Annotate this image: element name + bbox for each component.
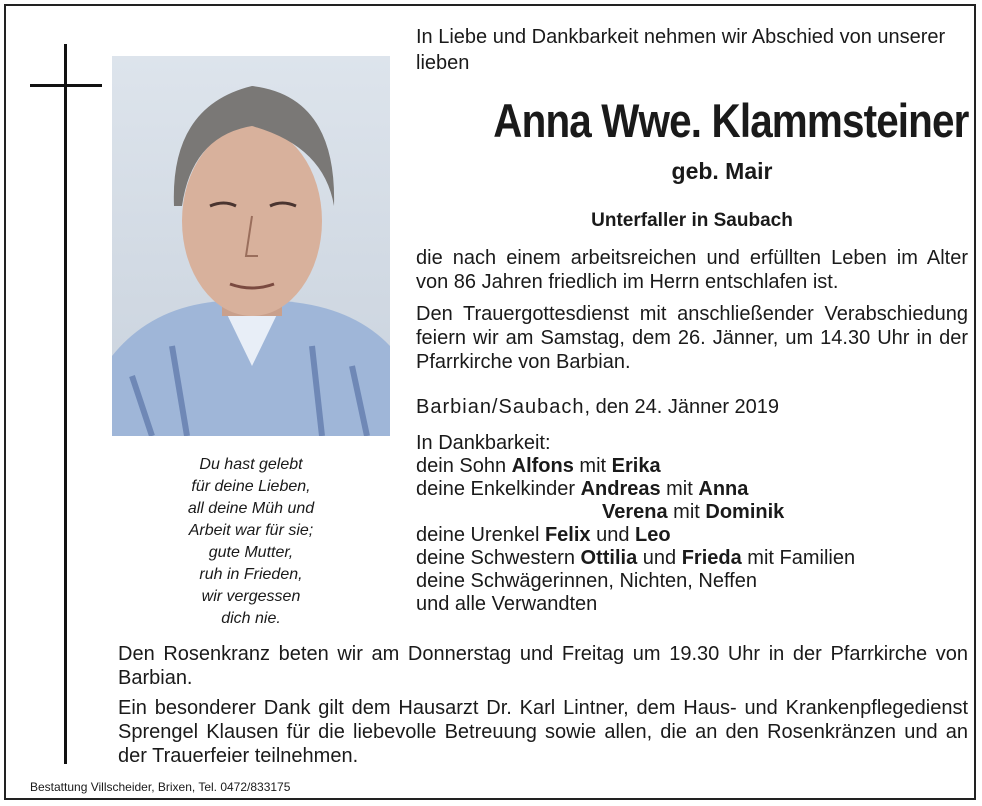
poem-line: für deine Lieben, xyxy=(191,478,311,495)
relative-name: Leo xyxy=(635,524,671,546)
deceased-name: Anna Wwe. Klammsteiner xyxy=(493,94,969,147)
intro-text: In Liebe und Dankbarkeit nehmen wir Abschied von unserer lieben xyxy=(416,26,946,74)
text: mit xyxy=(667,501,706,523)
date: , den 24. Jänner 2019 xyxy=(584,396,780,418)
text: und xyxy=(637,547,682,569)
poem-line: dich nie. xyxy=(221,610,281,627)
poem-line: all deine Müh und xyxy=(187,500,315,517)
relative-name: Erika xyxy=(611,455,661,477)
relative-name: Alfons xyxy=(511,455,574,477)
text: mit xyxy=(660,478,699,500)
cross-vertical-bar xyxy=(64,44,67,764)
poem-line: ruh in Frieden, xyxy=(199,566,303,583)
poem-line: gute Mutter, xyxy=(208,544,294,561)
place: Barbian/Saubach xyxy=(416,396,585,418)
family-line xyxy=(416,501,968,524)
family-list xyxy=(416,432,968,616)
relative-name: Andreas xyxy=(580,478,661,500)
family-heading: In Dankbarkeit: xyxy=(416,432,551,454)
relative-name: Verena xyxy=(602,501,668,523)
poem xyxy=(112,454,390,630)
obituary-notice xyxy=(4,4,976,800)
relative-name: Frieda xyxy=(681,547,742,569)
poem-line: wir vergessen xyxy=(201,588,301,605)
cross-horizontal-bar xyxy=(30,84,102,87)
relative-name: Felix xyxy=(544,524,591,546)
text: deine Schwestern xyxy=(416,547,581,569)
text: mit xyxy=(573,455,612,477)
relative-name: Ottilia xyxy=(580,547,638,569)
relative-name: Dominik xyxy=(705,501,785,523)
place-date-line xyxy=(416,396,968,419)
service-paragraph: Den Trauergottesdienst mit anschließender Verabschiedung feiern wir am Samstag, dem 26. Jänner, um 14.30 Uhr in der Pfarrkirche von Barbian. xyxy=(416,303,968,373)
family-line xyxy=(416,455,968,478)
family-line: und alle Verwandten xyxy=(416,593,598,615)
farm-name: Unterfaller in Saubach xyxy=(591,210,793,231)
text: dein Sohn xyxy=(416,455,512,477)
life-paragraph: die nach einem arbeitsreichen und erfüllten Leben im Alter von 86 Jahren friedlich im Herrn entschlafen ist. xyxy=(416,247,968,293)
maiden-name: geb. Mair xyxy=(671,158,773,184)
undertaker-info: Bestattung Villscheider, Brixen, Tel. 0472/833175 xyxy=(30,780,291,794)
family-line: deine Schwägerinnen, Nichten, Neffen xyxy=(416,570,757,592)
thanks-paragraph: Ein besonderer Dank gilt dem Hausarzt Dr. Karl Lintner, dem Haus- und Krankenpflegedienst Sprengel Klausen für die liebevolle Betreuung sowie allen, die an den Rosenkränzen und an der Trauerfeier teilnehmen. xyxy=(118,697,968,767)
rosary-paragraph: Den Rosenkranz beten wir am Donnerstag und Freitag um 19.30 Uhr in der Pfarrkirche von Barbian. xyxy=(118,643,968,689)
text: deine Urenkel xyxy=(416,524,545,546)
poem-line: Arbeit war für sie; xyxy=(188,522,314,539)
text: mit Familien xyxy=(741,547,856,569)
portrait-photo xyxy=(112,56,390,436)
relative-name: Anna xyxy=(698,478,749,500)
poem-line: Du hast gelebt xyxy=(199,456,303,473)
family-line xyxy=(416,524,968,547)
text: und xyxy=(590,524,636,546)
family-line xyxy=(416,478,968,501)
text: deine Enkelkinder xyxy=(416,478,581,500)
family-line xyxy=(416,547,968,570)
